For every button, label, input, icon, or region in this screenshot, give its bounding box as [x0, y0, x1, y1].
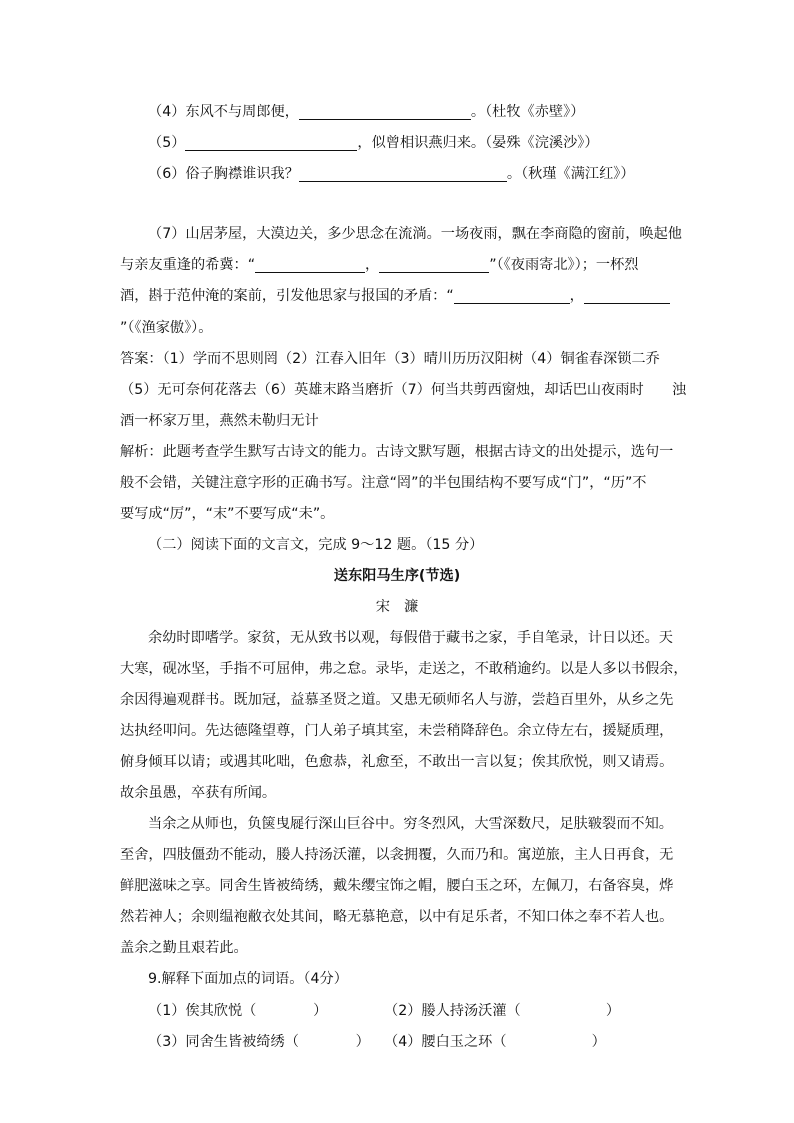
question-7-line4: ”（《渔家傲》）。 — [120, 320, 213, 336]
answer-blank — [255, 254, 365, 273]
question-7-line2 — [120, 250, 638, 280]
question-5-text: ，似曾相识燕归来。（晏殊《浣溪沙》） — [357, 135, 599, 151]
analysis-line1: 解析：此题考查学生默写古诗文的能力。古诗文默写题，根据古诗文的出处提示，选句一 — [120, 444, 674, 460]
answer-line2: （5）无可奈何花落去（6）英雄末路当磨折（7）何当共剪西窗烛，却话巴山夜雨时 浊 — [120, 382, 687, 398]
question-6-source: 。（秋瑾《满江红》） — [506, 166, 635, 182]
answer-line1: 答案：（1）学而不思则罔（2）江春入旧年（3）晴川历历汉阳树（4）铜雀春深锁二乔 — [120, 351, 660, 367]
answer-line3: 酒一杯家万里，燕然未勒归无计 — [120, 413, 319, 429]
question-7-line1: （7）山居茅屋，大漠边关，多少思念在流淌。一场夜雨，飘在李商隐的窗前，唤起他 — [148, 226, 682, 242]
question-9-item1: （1）俟其欣悦（ ） — [148, 1003, 328, 1019]
passage-title: 送东阳马生序(节选) — [333, 568, 461, 584]
question-9-row1 — [0, 996, 794, 1026]
answer-blank — [584, 285, 670, 304]
question-4-source: 。（杜牧《赤壁》） — [470, 104, 585, 120]
passage-line: 余因得遍观群书。既加冠，益慕圣贤之道。又患无硕师名人与游，尝趋百里外，从乡之先 — [120, 692, 674, 708]
question-7-text: 与亲友重逢的希冀：“ — [120, 257, 256, 273]
question-5 — [148, 128, 599, 158]
question-9-item2: （2）媵人持汤沃灌（ ） — [384, 1003, 621, 1019]
question-7-line3 — [120, 281, 670, 311]
passage-author: 宋 濂 — [375, 599, 419, 615]
question-6-text: （6）俗子胸襟谁识我？ — [148, 166, 299, 182]
answer-blank — [185, 132, 357, 151]
passage-line: 大寒，砚冰坚，手指不可屈伸，弗之怠。录毕，走送之，不敢稍逾约。以是人多以书假余， — [120, 661, 688, 677]
question-6 — [148, 159, 635, 189]
passage-line: 俯身倾耳以请；或遇其叱咄，色愈恭，礼愈至，不敢出一言以复；俟其欣悦，则又请焉。 — [120, 754, 674, 770]
comma: ， — [365, 257, 380, 273]
passage-line: 然若神人；余则缊袍敝衣处其间，略无慕艳意，以中有足乐者，不知口体之奉不若人也。 — [120, 909, 674, 925]
question-9-item4: （4）腰白玉之环（ ） — [384, 1034, 606, 1050]
passage-line: 当余之从师也，负箧曳屣行深山巨谷中。穷冬烈风，大雪深数尺，足肤皲裂而不知。 — [148, 816, 673, 832]
passage-line: 盖余之勤且艰若此。 — [120, 940, 248, 956]
passage-line: 故余虽愚，卒获有所闻。 — [120, 785, 277, 801]
passage-line: 余幼时即嗜学。家贫，无从致书以观，每假借于藏书之家，手自笔录，计日以还。天 — [148, 630, 673, 646]
answer-blank — [454, 285, 570, 304]
question-7-source: ”（《夜雨寄北》）；一杯烈 — [489, 257, 639, 273]
passage-line: 至舍，四肢僵劲不能动，媵人持汤沃灌，以衾拥覆，久而乃和。寓逆旅，主人日再食，无 — [120, 847, 674, 863]
question-5-number: （5） — [148, 135, 186, 151]
passage-line: 鲜肥滋味之享。同舍生皆被绮绣，戴朱缨宝饰之帽，腰白玉之环，左佩刀，右备容臭，烨 — [120, 878, 674, 894]
analysis-line3: 要写成“厉”，“末”不要写成“未”。 — [120, 506, 335, 522]
section-intro: （二）阅读下面的文言文，完成 9～12 题。（15 分） — [148, 537, 484, 553]
passage-line: 达执经叩问。先达德隆望尊，门人弟子填其室，未尝稍降辞色。余立侍左右，援疑质理， — [120, 723, 674, 739]
question-7-text: 酒，斟于范仲淹的案前，引发他思家与报国的矛盾：“ — [120, 288, 454, 304]
comma: ， — [569, 288, 584, 304]
analysis-line2: 般不会错，关键注意字形的正确书写。注意“罔”的半包围结构不要写成“门”，“历”不 — [120, 475, 647, 491]
answer-blank — [299, 101, 471, 120]
answer-blank — [299, 163, 507, 182]
question-9-item3: （3）同舍生皆被绮绣（ ） — [148, 1034, 370, 1050]
question-9-row2 — [0, 1027, 794, 1057]
answer-blank — [379, 254, 489, 273]
question-4-text: （4）东风不与周郎便， — [148, 104, 299, 120]
question-9-stem: 9.解释下面加点的词语。（4分） — [148, 971, 348, 987]
question-4 — [148, 97, 584, 127]
